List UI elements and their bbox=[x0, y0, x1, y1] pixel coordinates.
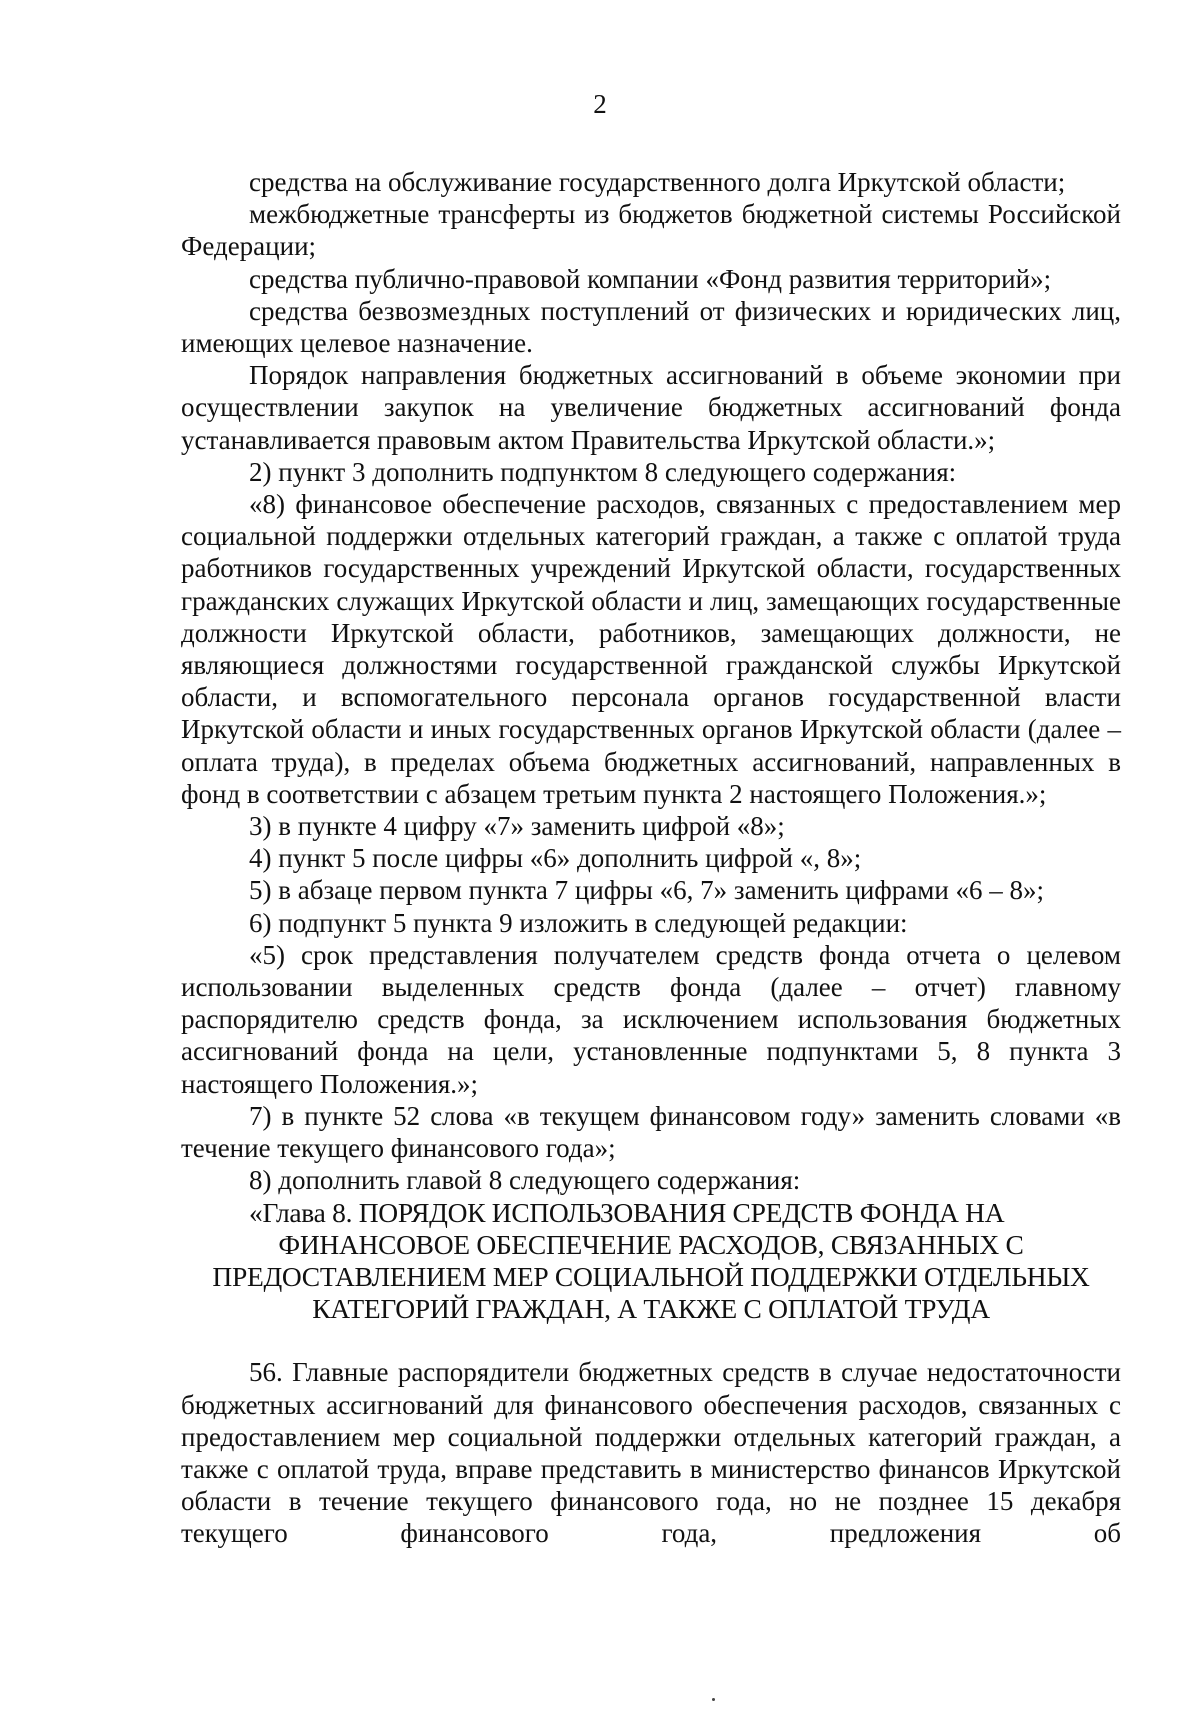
chapter-8-title bbox=[181, 1197, 1121, 1326]
document-body bbox=[181, 166, 1121, 1550]
chapter-title-line-1: «Глава 8. ПОРЯДОК ИСПОЛЬЗОВАНИЯ СРЕДСТВ ФОНДА НА bbox=[249, 1196, 1005, 1228]
paragraph-amendment-3: 3) в пункте 4 цифру «7» заменить цифрой «8»; bbox=[249, 811, 785, 842]
paragraph-amendment-7: 7) в пункте 52 слова «в текущем финансовом году» заменить словами «в течение текущего финансового года»; bbox=[181, 1100, 1121, 1164]
section-gap bbox=[181, 1325, 1121, 1356]
scan-speck bbox=[712, 1698, 715, 1701]
paragraph-amendment-4: 4) пункт 5 после цифры «6» дополнить цифрой «, 8»; bbox=[249, 843, 862, 874]
paragraph-subclause-5: «5) срок представления получателем средств фонда отчета о целевом использовании выделенных средств фонда (далее – отчет) главному распорядителю средств фонда, за исключением использования бюджетных ассигнований фонда на цели, установленные подпунктами 5, 8 пункта 3 настоящего Положения.»; bbox=[181, 939, 1121, 1099]
paragraph-debt-service: средства на обслуживание государственного долга Иркутской области; bbox=[249, 167, 1066, 197]
paragraph-clause-56: 56. Главные распорядители бюджетных средств в случае недостаточности бюджетных ассигнований для финансового обеспечения расходов, связанных с предоставлением мер социальной поддержки отдельных категорий граждан, а также с оплатой труда, вправе представить в министерство финансов Иркутской области в течение текущего финансового года, но не позднее 15 декабря текущего финансового года, предложения об bbox=[181, 1357, 1121, 1549]
paragraph-amendment-8: 8) дополнить главой 8 следующего содержания: bbox=[249, 1165, 801, 1196]
paragraph-subclause-8: «8) финансовое обеспечение расходов, связанных с предоставлением мер социальной поддержки отдельных категорий граждан, а также с оплатой труда работников государственных учреждений Иркутской области, государственных гражданских служащих Иркутской области и лиц, замещающих государственные должности Иркутской области, работников, замещающих должности, не являющиеся должностями государственной гражданской службы Иркутской области, и вспомогательного персонала органов государственной власти Иркутской области и иных государственных органов Иркутской области (далее – оплата труда), в пределах объема бюджетных ассигнований, направленных в фонд в соответствии с абзацем третьим пункта 2 настоящего Положения.»; bbox=[181, 489, 1121, 809]
chapter-title-rest: ФИНАНСОВОЕ ОБЕСПЕЧЕНИЕ РАСХОДОВ, СВЯЗАННЫХ С ПРЕДОСТАВЛЕНИЕМ МЕР СОЦИАЛЬНОЙ ПОДДЕРЖКИ ОТДЕЛЬНЫХ КАТЕГОРИЙ ГРАЖДАН, А ТАКЖЕ С ОПЛАТОЙ ТРУДА bbox=[212, 1228, 1090, 1325]
page-number: 2 bbox=[593, 89, 607, 119]
paragraph-territory-fund: средства публично-правовой компании «Фонд развития территорий»; bbox=[249, 263, 1052, 294]
paragraph-gratuitous-receipts: средства безвозмездных поступлений от физических и юридических лиц, имеющих целевое назначение. bbox=[181, 295, 1121, 359]
paragraph-amendment-5: 5) в абзаце первом пункта 7 цифры «6, 7» заменить цифрами «6 – 8»; bbox=[249, 875, 1045, 906]
paragraph-amendment-2: 2) пункт 3 дополнить подпунктом 8 следующего содержания: bbox=[249, 456, 957, 487]
paragraph-interbudget-transfers: межбюджетные трансферты из бюджетов бюджетной системы Российской Федерации; bbox=[181, 199, 1121, 262]
paragraph-savings-procedure: Порядок направления бюджетных ассигнований в объеме экономии при осуществлении закупок на увеличение бюджетных ассигнований фонда устанавливается правовым актом Правительства Иркутской области.»; bbox=[181, 360, 1121, 455]
paragraph-amendment-6: 6) подпункт 5 пункта 9 изложить в следующей редакции: bbox=[249, 907, 908, 938]
